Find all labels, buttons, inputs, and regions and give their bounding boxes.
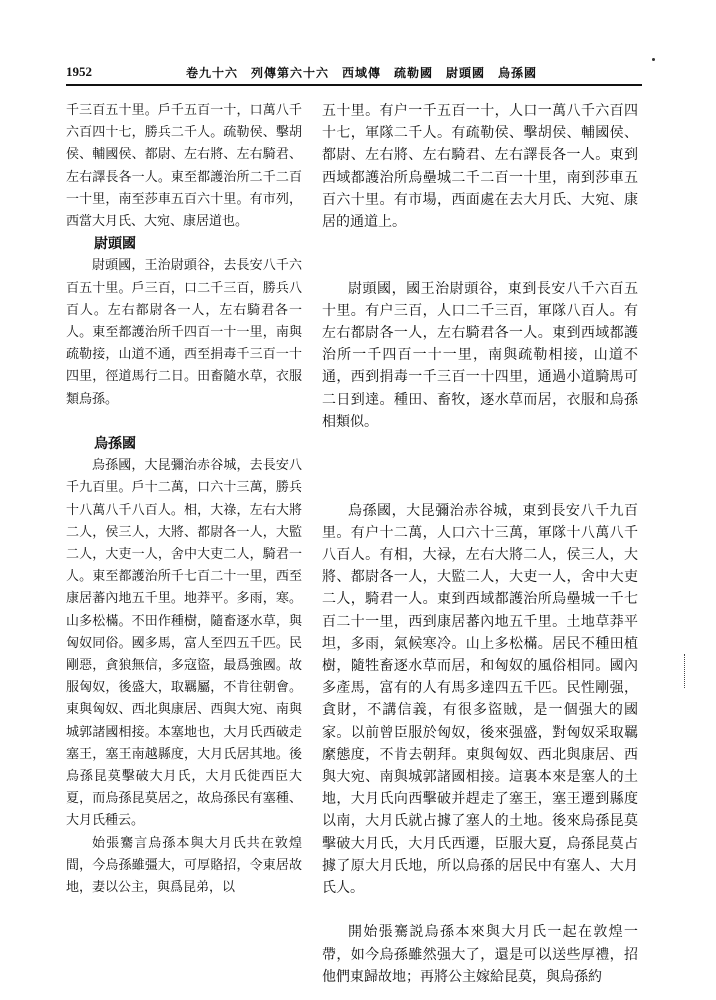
right-paragraph-shule: 五十里。有户一千五百一十，人口一萬八千六百四十七，軍隊二千人。有疏勒侯、擊胡侯、輔國侯、都尉、左右將、左右騎君、左右譯長各一人。東到西域都護治所烏壘城二千二百一十里，南到莎車五百六十里。有市場，西面處在去大月氏、大宛、康居的通道上。 bbox=[322, 103, 638, 231]
spacer bbox=[322, 433, 638, 455]
translation-column bbox=[322, 100, 638, 988]
margin-mark bbox=[684, 654, 689, 688]
left-paragraph-weitou: 尉頭國，王治尉頭谷，去長安八千六百五十里。戶三百，口二千三百，勝兵八百人。左右都尉各一人，左右騎君各一人。東至都護治所千四百一十一里，南與疏勒接，山道不通，西至捐毒千三百一十四里，徑道馬行二日。田畜隨水草，衣服類烏孫。 bbox=[66, 258, 302, 407]
spacer bbox=[66, 411, 302, 433]
running-head: 卷九十六 列傳第六十六 西域傳 疏勒國 尉頭國 烏孫國 bbox=[186, 66, 538, 80]
page-header bbox=[66, 64, 642, 86]
classical-text-column bbox=[66, 100, 302, 899]
stray-dot bbox=[652, 58, 655, 61]
spacer bbox=[322, 255, 638, 277]
header-rule bbox=[66, 84, 642, 86]
left-paragraph-zhangqian: 始張騫言烏孫本與大月氏共在敦煌間，今烏孫雖彊大，可厚賂招，令東居故地，妻以公主，與爲昆弟，以 bbox=[66, 835, 302, 896]
right-paragraph-wusun: 烏孫國，大昆彌治赤谷城，東到長安八千九百里。有户十二萬，人口六十三萬，軍隊十八萬八千八百人。有相，大禄，左右大將二人，侯三人，大將、都尉各一人，大監二人，大吏一人，舍中大吏二人，騎君一人。東到西域都護治所烏壘城一千七百二十一里，西到康居蕃內地五千里。土地草莽平坦，多雨，氣候寒冷。山上多松樠。居民不種田植樹，隨牲畜逐水草而居，和匈奴的風俗相同。國內多產馬，富有的人有馬多達四五千匹。民性剛强，貪財，不講信義，有很多盜賊，是一個强大的國家。以前曾臣服於匈奴，後來强盛，對匈奴采取羈縻態度，不肯去朝拜。東與匈奴、西北與康居、西與大宛、南與城郭諸國相接。這裏本來是塞人的土地，大月氏向西擊破并趕走了塞王，塞王遷到縣度以南，大月氏就占據了塞人的土地。後來烏孫昆莫擊破大月氏，大月氏西遷，臣服大夏，烏孫昆莫占據了原大月氏地，所以烏孫的居民中有塞人、大月氏人。 bbox=[322, 502, 638, 897]
section-title-wusun: 烏孫國 bbox=[94, 436, 136, 453]
spacer bbox=[322, 455, 638, 477]
spacer bbox=[322, 477, 638, 499]
right-paragraph-weitou: 尉頭國，國王治尉頭谷，東到長安八千六百五十里。有户三百，人口二千三百，軍隊八百人。有左右都尉各一人，左右騎君各一人。東到西域都護治所一千四百一十一里，南與疏勒相接，山道不通，西到捐毒一千三百一十四里，通過小道騎馬可二日到達。種田、畜牧，逐水草而居，衣服和烏孫相類似。 bbox=[322, 280, 638, 430]
spacer bbox=[322, 899, 638, 921]
right-paragraph-zhangqian: 開始張騫説烏孫本來與大月氏一起在敦煌一帶，如今烏孫雖然强大了，還是可以送些厚禮，招他們東歸故地；再將公主嫁給昆莫，與烏孫約 bbox=[322, 924, 638, 985]
left-paragraph-shule: 千三百五十里。戶千五百一十，口萬八千六百四十七，勝兵二千人。疏勒侯、擊胡侯、輔國侯、都尉、左右將、左右騎君、左右譯長各一人。東至都護治所二千二百一十里，南至莎車五百六十里。有市列，西當大月氏、大宛、康居道也。 bbox=[66, 103, 302, 230]
spacer bbox=[322, 233, 638, 255]
left-paragraph-wusun: 烏孫國，大昆彌治赤谷城，去長安八千九百里。戶十二萬，口六十三萬，勝兵十八萬八千八百人。相，大祿，左右大將二人，侯三人，大將、都尉各一人，大監二人，大吏一人，舍中大吏二人，騎君一人。東至都護治所千七百二十一里，西至康居蕃內地五千里。地莽平。多雨，寒。山多松樠。不田作種樹，隨畜逐水草，與匈奴同俗。國多馬，富人至四五千匹。民剛惡，貪狼無信，多寇盜，最爲強國。故服匈奴，後盛大，取羈屬，不肯往朝會。東與匈奴、西北與康居、西與大宛、南與城郭諸國相接。本塞地也，大月氏西破走塞王，塞王南越縣度，大月氏居其地。後烏孫昆莫擊破大月氏，大月氏徙西臣大夏，而烏孫昆莫居之，故烏孫民有塞種、大月氏種云。 bbox=[66, 458, 302, 829]
page-number: 1952 bbox=[66, 64, 92, 79]
section-title-weitou: 尉頭國 bbox=[94, 236, 136, 253]
